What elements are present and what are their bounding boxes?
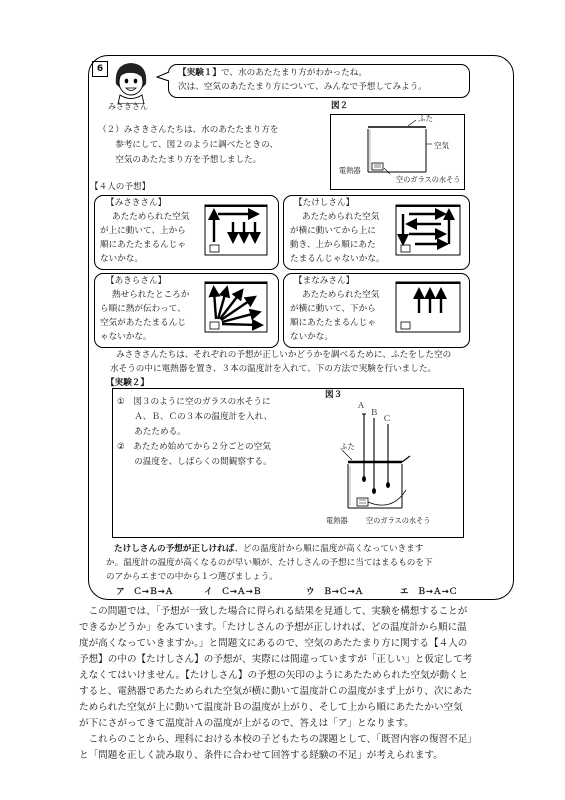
experiment2-header: 【実験２】 [106, 378, 149, 388]
figure2-air-label: 空気 [434, 141, 449, 150]
question-line-1 [114, 542, 423, 557]
question-condition: たけしさんの予想が正しければ [114, 544, 235, 554]
experiment1-label: 【実験１】 [178, 68, 221, 78]
prediction-akira-line: ゃないかな。 [100, 332, 152, 342]
prediction-misaki-line: が上に動いて、上から [100, 226, 186, 236]
thermometer-c-label: Ｃ [383, 414, 391, 423]
prediction-misaki-line: あたためられた空気 [112, 212, 190, 222]
prediction-akira-line: 熱せられたところか [112, 290, 190, 300]
figure2-title: 図２ [331, 101, 349, 111]
commentary-line: えなくてはいけません。【たけしさん】の予想の矢印のようにあたためられた空気が動くと [79, 670, 469, 681]
question-line-1-rest: 、どの温度計から順に温度が高くなっていきます [234, 544, 424, 554]
prediction-takeshi-line: 動き、上から順にあた [290, 240, 376, 250]
prediction-misaki-line: 順にあたたまるんじゃ [100, 240, 186, 250]
commentary-line: と「問題を正しく読み取り、条件に合わせて回答する経験の不足」が考えられます。 [79, 750, 443, 761]
commentary-line: 度が高くなっていきますか。」と問題文にあるので、空気のあたたまり方に関する【４人の [79, 638, 468, 649]
speech-line-2: 次は、空気のあたたまり方について、みんなで予想してみよう。 [178, 82, 427, 92]
choice-a: ア Ｃ→Ｂ→Ａ [116, 587, 174, 597]
prediction-takeshi-line: あたためられた空気 [302, 212, 380, 222]
experiment-intro-line-2: 水そうの中に電熱器を置き、３本の温度計を入れて、下の方法で実験を行いました。 [110, 364, 437, 374]
prediction-misaki-line: ないかな。 [100, 254, 143, 264]
prediction-manami-line: 順にあたたまるんじゃ [290, 318, 376, 328]
question-number: 6 [92, 61, 108, 77]
experiment2-step-line: ② あたため始めてから２分ごとの空気 [117, 442, 271, 452]
commentary-line: この問題では、「予想が一致した場合に得られる結果を見通して、実験を構想することが [79, 606, 468, 617]
character-name: みさきさん [108, 102, 148, 111]
figure3-heater-label: 電熱器 [326, 516, 348, 525]
speech-line-1 [178, 66, 367, 81]
prediction-takeshi-line: が横に動いてから上に [290, 226, 376, 236]
experiment2-step-line: Ａ、Ｂ、Ｃの３本の温度計を入れ、 [117, 412, 273, 422]
figure3-tank-label: 空のガラスの水そう [366, 516, 431, 525]
experiment2-step-line: ① 図３のように空のガラスの水そうに [117, 397, 271, 407]
figure2-lid-label: ふた [418, 114, 433, 123]
experiment-intro-line-1: みさきさんたちは、それぞれの予想が正しいかどうかを調べるために、ふたをした空の [116, 350, 452, 360]
figure2-heater-label: 電熱器 [339, 166, 361, 175]
experiment2-step-line: あたためる。 [117, 427, 186, 437]
akira-arrow-diagram [204, 281, 268, 333]
commentary-line: これらのことから、理科における本校の子どもたちの課題として、「既習内容の復習不足」 [79, 734, 477, 745]
misaki-arrow-diagram [204, 204, 268, 256]
commentary-line: ためられた空気が上に動いて温度計Ｂの温度が上がり、そして上から順にあたたかい空気 [79, 702, 463, 713]
intro-line-2: 参考にして、図２のように調べたときの、 [98, 140, 278, 150]
choice-i: イ Ｃ→Ａ→Ｂ [204, 587, 262, 597]
experiment2-step-line: の温度を、しばらくの間観察する。 [117, 457, 272, 467]
speech-bubble-tail [156, 70, 170, 84]
thermometer-b-label: Ｂ [370, 408, 378, 417]
misaki-character-illustration [108, 58, 154, 104]
commentary-line: 予想】の中の【たけしさん】の予想が、実際には間違っていますが「正しい」と仮定して考 [79, 654, 473, 665]
prediction-takeshi-line: たまるんじゃないかな。 [290, 254, 385, 264]
thermometer-a-label: Ａ [357, 401, 365, 410]
prediction-akira-name: 【あきらさん】 [106, 276, 167, 286]
intro-line-3: 空気のあたたまり方を予想しました。 [98, 155, 262, 165]
prediction-manami-line: あたためられた空気 [302, 290, 380, 300]
choice-e: エ Ｂ→Ａ→Ｃ [400, 587, 458, 597]
predictions-header: 【４人の予想】 [90, 182, 151, 192]
prediction-akira-line: ら順に熱が伝わって、 [100, 304, 186, 314]
prediction-manami-line: が横に動いて、下から [290, 304, 376, 314]
intro-line-1: （２）みさきさんたちは、水のあたたまり方を [98, 125, 279, 135]
prediction-misaki-name: 【みさきさん】 [106, 198, 167, 208]
commentary-line: すると、電熱器であたためられた空気が横に動いて温度計Ｃの温度がまず上がり、次にあた [79, 686, 473, 697]
figure3-lid-label: ふた [340, 442, 355, 451]
prediction-manami-name: 【まなみさん】 [294, 276, 355, 286]
question-line-3: のアからエまでの中から１つ選びましょう。 [106, 572, 278, 582]
question-line-2: か。温度計の温度が高くなるのが早い順が、たけしさんの予想に当てはまるものを下 [106, 558, 433, 568]
speech-line-1-rest: で、水のあたたまり方がわかったね。 [220, 68, 367, 78]
choice-u: ウ Ｂ→Ｃ→Ａ [306, 587, 364, 597]
commentary-line: が下にさがってきて温度計Ａの温度が上がるので、答えは「ア」となります。 [79, 718, 414, 729]
commentary-line: できるかどうか」をみています。「たけしさんの予想が正しければ、どの温度計から順に温 [79, 622, 467, 633]
takeshi-arrow-diagram [395, 204, 461, 256]
manami-arrow-diagram [395, 281, 461, 333]
prediction-takeshi-name: 【たけしさん】 [294, 198, 355, 208]
figure2-tank-label: 空のガラスの水そう [396, 175, 461, 184]
prediction-manami-line: ないかな。 [290, 332, 333, 342]
prediction-akira-line: 空気があたたまるんじ [100, 318, 186, 328]
figure3-title: 図３ [325, 390, 343, 400]
